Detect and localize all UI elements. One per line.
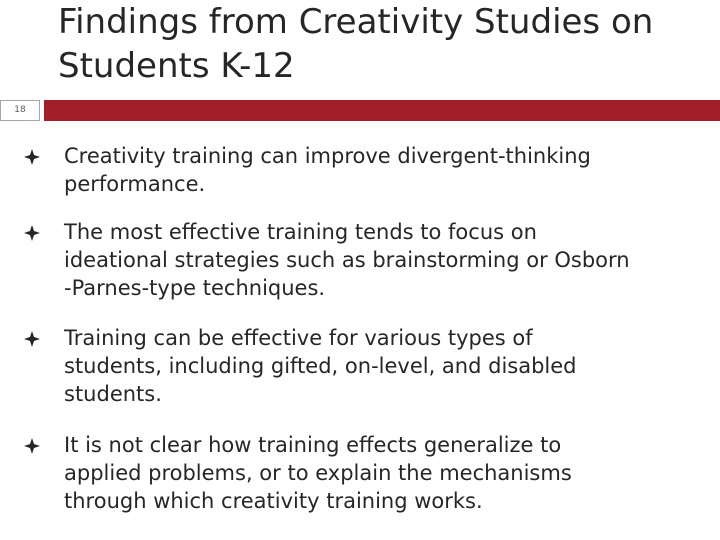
four-pointed-star-icon xyxy=(23,148,41,166)
title-accent-bar xyxy=(44,100,720,121)
bullet-line: The most effective training tends to focus on xyxy=(64,220,537,244)
bullet-text xyxy=(64,218,704,302)
four-pointed-star-icon xyxy=(23,224,41,242)
title-line: Findings from Creativity Studies on xyxy=(58,2,654,42)
four-pointed-star-icon xyxy=(23,437,41,455)
bullet-line: students, including gifted, on-level, and disabled xyxy=(64,354,577,378)
bullet-line: performance. xyxy=(64,172,206,196)
slide-title xyxy=(58,0,698,88)
bullet-line: Creativity training can improve divergent-thinking xyxy=(64,144,591,168)
title-line: Students K-12 xyxy=(58,46,295,86)
bullet-line: students. xyxy=(64,382,162,406)
bullet-line: It is not clear how training effects generalize to xyxy=(64,433,562,457)
bullet-line: -Parnes-type techniques. xyxy=(64,276,326,300)
slide-number: 18 xyxy=(0,100,40,121)
four-pointed-star-icon xyxy=(23,330,41,348)
bullet-line: ideational strategies such as brainstorming or Osborn xyxy=(64,248,630,272)
bullet-text xyxy=(64,324,704,408)
bullet-text xyxy=(64,431,704,515)
bullet-line: applied problems, or to explain the mechanisms xyxy=(64,461,572,485)
bullet-line: through which creativity training works. xyxy=(64,489,483,513)
bullet-text xyxy=(64,142,704,198)
bullet-line: Training can be effective for various types of xyxy=(64,326,533,350)
